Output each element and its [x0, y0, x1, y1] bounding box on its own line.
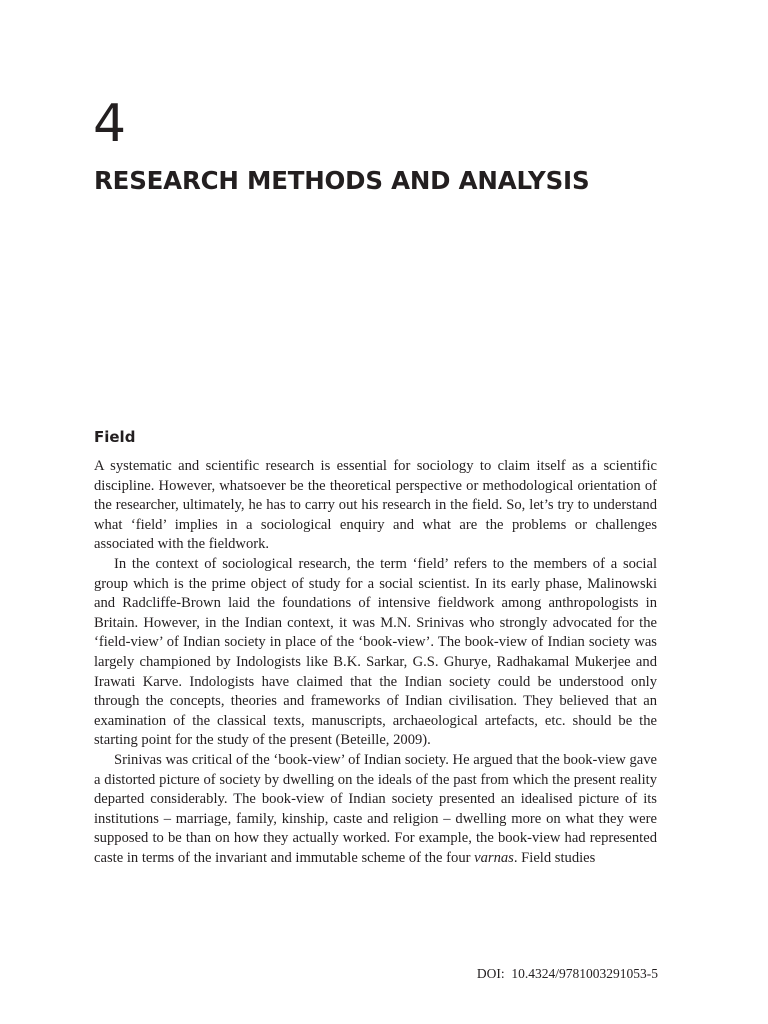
- paragraph-text: . Field studies: [513, 849, 596, 866]
- section-body: [94, 457, 657, 868]
- paragraph: In the context of sociological research, the term ‘field’ refers to the members of a social group which is the prime object of study for a social scientist. In its early phase, Malinowski and Radcliffe-Brown laid the foundations of intensive fieldwork among anthropologists in Britain. However, in the Indian context, it was M.N. Srinivas who strongly advocated for the ‘field-view’ of Indian society in place of the ‘book-view’. The book-view of Indian society was largely championed by Indologists like B.K. Sarkar, G.S. Ghurye, Radhakamal Mukerjee and Irawati Karve. Indologists have claimed that the Indian society could be understood only through the concepts, theories and frameworks of Indian civilisation. They believed that an examination of the classical texts, manuscripts, archaeological artefacts, etc. should be the starting point for the study of the present (Beteille, 2009).: [94, 555, 657, 749]
- emphasis-term: varnas: [474, 849, 514, 866]
- paragraph: A systematic and scientific research is essential for sociology to claim itself as a scientific discipline. However, whatsoever be the theoretical perspective or methodological orientation of the researcher, ultimately, he has to carry out his research in the field. So, let’s try to understand what ‘field’ implies in a sociological enquiry and what are the problems or challenges associated with the fieldwork.: [94, 458, 657, 553]
- chapter-title: RESEARCH METHODS AND ANALYSIS: [94, 166, 590, 195]
- section-heading: Field: [94, 428, 136, 446]
- chapter-number: 4: [93, 94, 127, 154]
- paragraph: [94, 751, 657, 869]
- doi-footer: DOI: 10.4324/9781003291053-5: [476, 966, 658, 981]
- paragraph-text: Srinivas was critical of the ‘book-view’ of Indian society. He argued that the book-view gave a distorted picture of society by dwelling on the ideals of the past from which the present reality departed considerably. The book-view of Indian society presented an idealised picture of its institutions – marriage, family, kinship, caste and religion – dwelling more on what they were supposed to be than on how they actually worked. For example, the book-view had represented caste in terms of the invariant and immutable scheme of the four: [94, 751, 657, 866]
